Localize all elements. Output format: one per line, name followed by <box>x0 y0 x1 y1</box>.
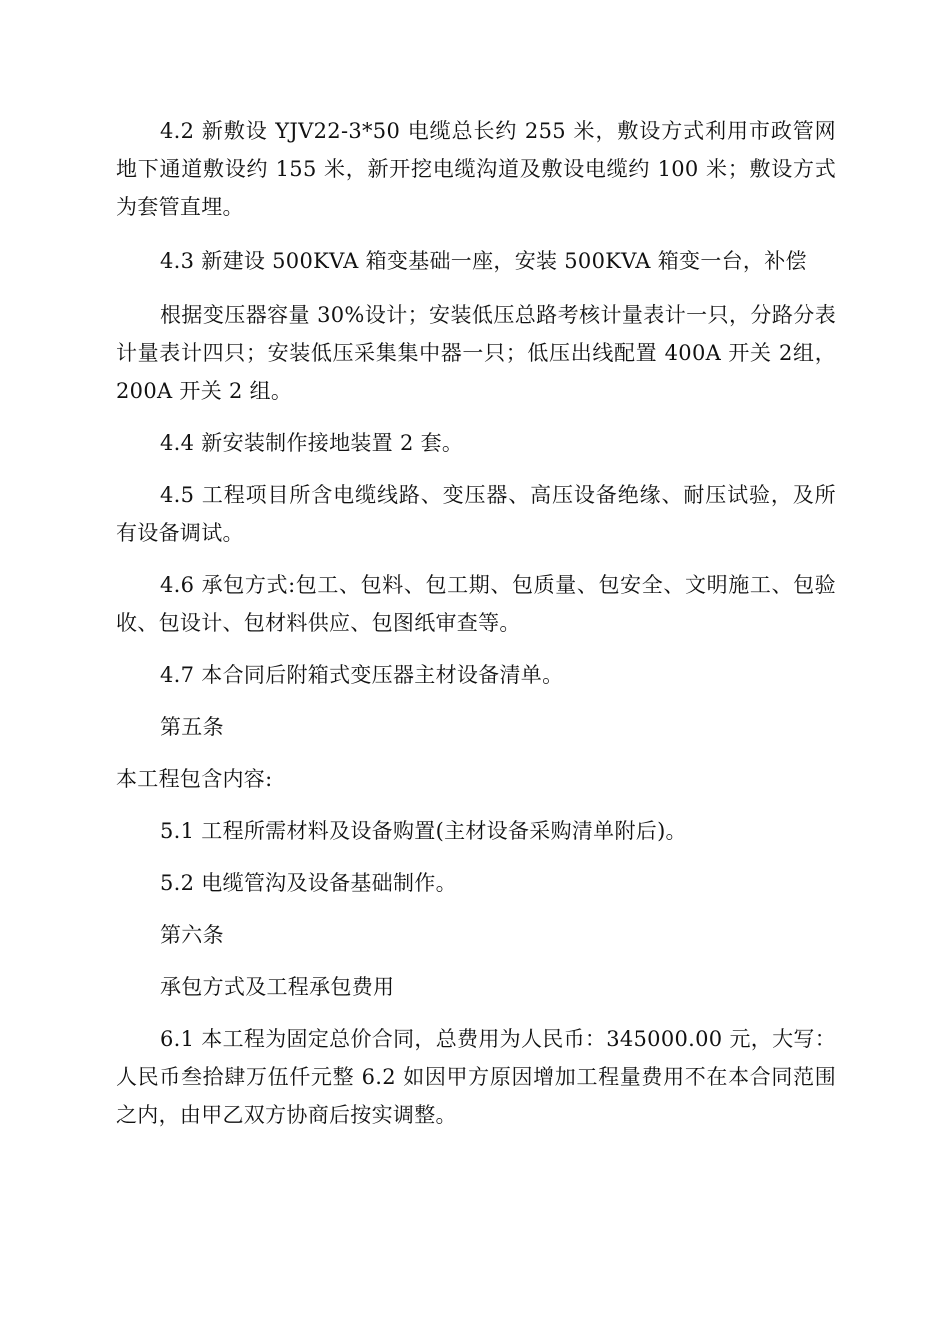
article-five-heading: 第五条 <box>160 715 224 739</box>
paragraph-5-2: 5.2 电缆管沟及设备基础制作。 <box>160 871 457 895</box>
article-six-subtitle: 承包方式及工程承包费用 <box>160 975 395 999</box>
paragraph-4-4: 4.4 新安装制作接地装置 2 套。 <box>160 431 464 455</box>
paragraph-4-3-continued: 根据变压器容量 30%设计；安装低压总路考核计量表计一只，分路分表计量表计四只；安装低压采集集中器一只；低压出线配置 400A 开关 2组，200A 开关 2 组。 <box>116 303 836 403</box>
document-body <box>116 112 836 1134</box>
article-five-intro: 本工程包含内容: <box>116 767 273 791</box>
paragraph-4-3: 4.3 新建设 500KVA 箱变基础一座，安装 500KVA 箱变一台，补偿 <box>160 249 807 273</box>
article-six-heading: 第六条 <box>160 923 224 947</box>
paragraph-4-6: 4.6 承包方式:包工、包料、包工期、包质量、包安全、文明施工、包验收、包设计、包材料供应、包图纸审查等。 <box>116 573 836 635</box>
paragraph-4-7: 4.7 本合同后附箱式变压器主材设备清单。 <box>160 663 564 687</box>
paragraph-5-1: 5.1 工程所需材料及设备购置(主材设备采购清单附后)。 <box>160 819 687 843</box>
paragraph-6-1: 6.1 本工程为固定总价合同，总费用为人民币：345000.00 元，大写：人民币叁拾肆万伍仟元整 6.2 如因甲方原因增加工程量费用不在本合同范围之内，由甲乙双方协商后按实调整。 <box>116 1027 836 1127</box>
paragraph-4-2: 4.2 新敷设 YJV22-3*50 电缆总长约 255 米，敷设方式利用市政管网地下通道敷设约 155 米，新开挖电缆沟道及敷设电缆约 100 米；敷设方式为套管直埋。 <box>116 119 836 219</box>
paragraph-4-5: 4.5 工程项目所含电缆线路、变压器、高压设备绝缘、耐压试验，及所有设备调试。 <box>116 483 836 545</box>
